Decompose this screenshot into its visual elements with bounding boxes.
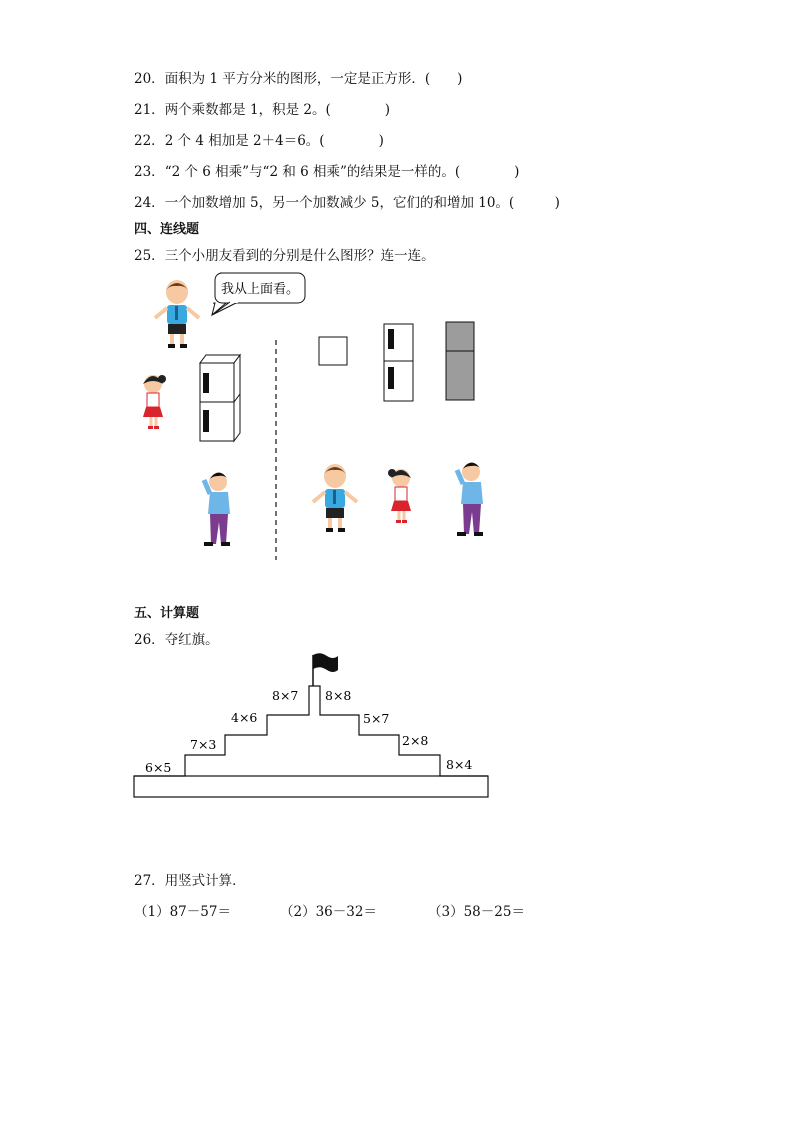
question-number: 21． [134, 102, 165, 118]
question-text: 一个加数增加 5，另一个加数减少 5，它们的和增加 10。( ) [164, 195, 560, 211]
question-number: 24． [134, 195, 165, 211]
question-text: 两个乘数都是 1，积是 2。( ) [164, 102, 390, 118]
step-label: 4×6 [231, 710, 258, 725]
flag-icon [313, 653, 338, 672]
question-text: 面积为 1 平方分米的图形，一定是正方形．( ) [164, 71, 463, 87]
bubble-text: 我从上面看。 [221, 282, 300, 297]
front-view-shape-option[interactable] [384, 324, 413, 401]
question-number: 27． [134, 873, 165, 889]
question-text: 夺红旗。 [164, 632, 219, 648]
question-22 [134, 129, 384, 149]
question-text: 用竖式计算． [164, 873, 246, 889]
girl-figure-left [143, 375, 166, 429]
staircase-figure [130, 650, 495, 802]
step-label: 8×4 [446, 757, 473, 772]
man-figure-left [204, 472, 230, 546]
question-21 [134, 98, 390, 118]
step-label: 6×5 [145, 760, 172, 775]
side-view-shape-option[interactable] [446, 322, 474, 400]
question-25 [134, 244, 435, 264]
boy-figure-option[interactable] [313, 464, 357, 532]
question-20 [134, 67, 462, 87]
step-label: 8×7 [272, 688, 299, 703]
step-label: 2×8 [402, 733, 429, 748]
step-label: 8×8 [325, 688, 352, 703]
question-number: 23． [134, 164, 165, 180]
stacked-cubes [200, 355, 240, 441]
question-text: “2 个 6 相乘”与“2 和 6 相乘”的结果是一样的。( ) [164, 164, 520, 180]
boy-figure-top [155, 280, 199, 348]
step-label: 5×7 [363, 711, 390, 726]
question-24 [134, 191, 560, 211]
section-heading-calculation: 五、计算题 [134, 606, 200, 621]
question-27 [134, 869, 246, 889]
speech-bubble [212, 273, 305, 315]
question-number: 20． [134, 71, 165, 87]
question-number: 25． [134, 248, 165, 264]
girl-figure-option[interactable] [388, 469, 411, 523]
step-label: 7×3 [190, 737, 217, 752]
question-number: 22． [134, 133, 165, 149]
section-heading-matching: 四、连线题 [134, 222, 200, 237]
question-text: 三个小朋友看到的分别是什么图形？连一连。 [164, 248, 435, 264]
man-figure-option[interactable] [457, 462, 483, 536]
staircase-base [134, 776, 488, 797]
question-23 [134, 160, 519, 180]
question-text: 2 个 4 相加是 2＋4＝6。( ) [164, 133, 384, 149]
square-shape-option[interactable] [319, 337, 347, 365]
question-26 [134, 628, 219, 648]
staircase-outline [134, 686, 488, 776]
question-number: 26． [134, 632, 165, 648]
calc-item-2: （2）36－32＝ [280, 904, 377, 920]
calc-item-1: （1）87－57＝ [134, 904, 231, 920]
q25-figure [130, 270, 510, 565]
calc-item-3: （3）58－25＝ [428, 904, 525, 920]
